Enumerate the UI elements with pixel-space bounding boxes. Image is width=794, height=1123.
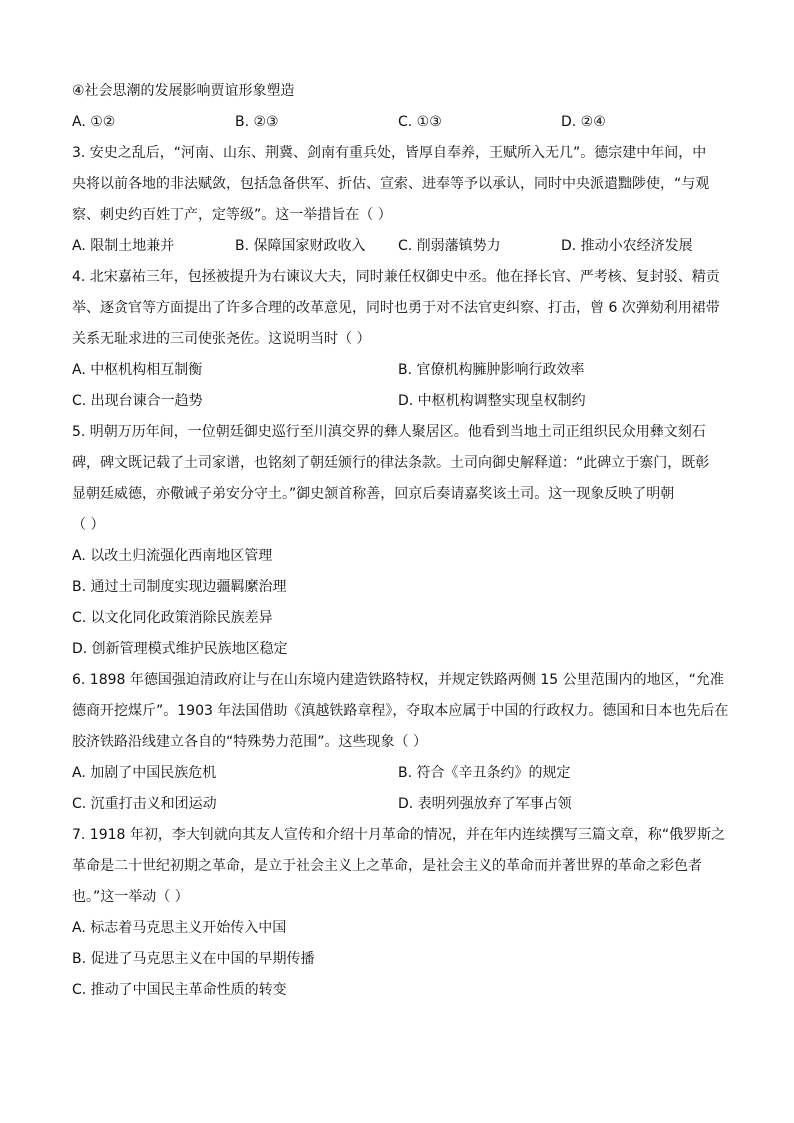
q5-option-c: C. 以文化同化政策消除民族差异 — [72, 610, 273, 626]
q7-option-a: A. 标志着马克思主义开始传入中国 — [72, 920, 287, 936]
q4-option-a: A. 中枢机构相互制衡 — [72, 362, 203, 378]
question-3 — [72, 138, 724, 262]
q5-line: 5. 明朝万历年间，一位朝廷御史巡行至川滇交界的彝人聚居区。他看到当地土司正组织民众用彝文刻石 — [72, 424, 706, 440]
q2-option-a: A. ①② — [72, 114, 116, 130]
q6-option-a: A. 加剧了中国民族危机 — [72, 765, 217, 781]
question-4 — [72, 262, 724, 417]
q5-option-d: D. 创新管理模式维护民族地区稳定 — [72, 641, 288, 657]
q4-option-c: C. 出现台谏合一趋势 — [72, 393, 203, 409]
q7-line: 革命是二十世纪初期之革命，是立于社会主义上之革命，是社会主义的革命而并著世界的革命之彩色者 — [72, 858, 702, 874]
q7-line: 7. 1918 年初，李大钊就向其友人宣传和介绍十月革命的情况，并在年内连续撰写三篇文章，称“俄罗斯之 — [72, 827, 726, 843]
question-6 — [72, 665, 729, 820]
q5-line: （ ） — [72, 517, 105, 533]
q6-options-row-1 — [72, 758, 724, 789]
q2-option-d: D. ②④ — [561, 114, 606, 130]
q3-line: 央将以前各地的非法赋敛，包括急备供军、折估、宣索、进奉等予以承认，同时中央派遣黜陟使，“与观 — [72, 176, 710, 192]
q6-options-row-2 — [72, 789, 724, 820]
q3-line: 3. 安史之乱后，“河南、山东、荆冀、剑南有重兵处，皆厚自奉养，王赋所入无几”。德宗建中年间，中 — [72, 145, 707, 161]
q7-option-c: C. 推动了中国民主革命性质的转变 — [72, 982, 287, 998]
q4-line: 4. 北宋嘉祐三年，包拯被提升为右谏议大夫，同时兼任权御史中丞。他在择长官、严考核、复封驳、精贡 — [72, 269, 720, 285]
q4-option-b: B. 官僚机构臃肿影响行政效率 — [398, 362, 585, 378]
q6-option-c: C. 沉重打击义和团运动 — [72, 796, 217, 812]
q2-option-b: B. ②③ — [235, 114, 279, 130]
q3-line: 察、刺史约百姓丁产，定等级”。这一举措旨在（ ） — [72, 207, 392, 223]
q6-option-d: D. 表明列强放弃了军事占领 — [398, 796, 572, 812]
q6-line: 德商开挖煤斤”。1903 年法国借助《滇越铁路章程》，夺取本应属于中国的行政权力。德国和日本也先后在 — [72, 703, 729, 719]
q4-options-row-1 — [72, 355, 724, 386]
q4-options-row-2 — [72, 386, 724, 417]
q5-line: 显朝廷威德，亦儆诫子弟安分守土。”御史颔首称善，回京后奏请嘉奖该土司。这一现象反映了明朝 — [72, 486, 675, 502]
q3-option-a: A. 限制土地兼并 — [72, 238, 175, 254]
q6-option-b: B. 符合《辛丑条约》的规定 — [398, 765, 571, 781]
q3-option-c: C. 削弱藩镇势力 — [398, 238, 501, 254]
q6-line: 胶济铁路沿线建立各自的“特殊势力范围”。这些现象（ ） — [72, 734, 427, 750]
q7-line: 也。”这一举动（ ） — [72, 889, 189, 905]
q4-line: 关系无耻求进的三司使张尧佐。这说明当时（ ） — [72, 331, 371, 347]
q4-line: 举、逐贪官等方面提出了许多合理的改革意见，同时也勇于对不法官吏纠察、打击，曾 6 次弹劾利用裙带 — [72, 300, 720, 316]
q3-option-d: D. 推动小农经济发展 — [561, 238, 693, 254]
statement-4: ④社会思潮的发展影响贾谊形象塑造 — [72, 83, 295, 99]
q6-line: 6. 1898 年德国强迫清政府让与在山东境内建造铁路特权，并规定铁路两侧 15 公里范围内的地区，“允准 — [72, 672, 724, 688]
q2-option-c: C. ①③ — [398, 114, 442, 130]
q5-line: 碑，碑文既记载了土司家谱，也铭刻了朝廷颁行的律法条款。土司向御史解释道：“此碑立于寨门，既彰 — [72, 455, 710, 471]
question-7 — [72, 820, 724, 1006]
q3-options — [72, 231, 724, 262]
question-5 — [72, 417, 724, 665]
q3-option-b: B. 保障国家财政收入 — [235, 238, 366, 254]
q5-option-a: A. 以改土归流强化西南地区管理 — [72, 548, 273, 564]
q4-option-d: D. 中枢机构调整实现皇权制约 — [398, 393, 586, 409]
exam-page — [72, 76, 729, 1006]
q7-option-b: B. 促进了马克思主义在中国的早期传播 — [72, 951, 315, 967]
q5-option-b: B. 通过土司制度实现边疆羁縻治理 — [72, 579, 287, 595]
q2-options — [72, 107, 724, 138]
